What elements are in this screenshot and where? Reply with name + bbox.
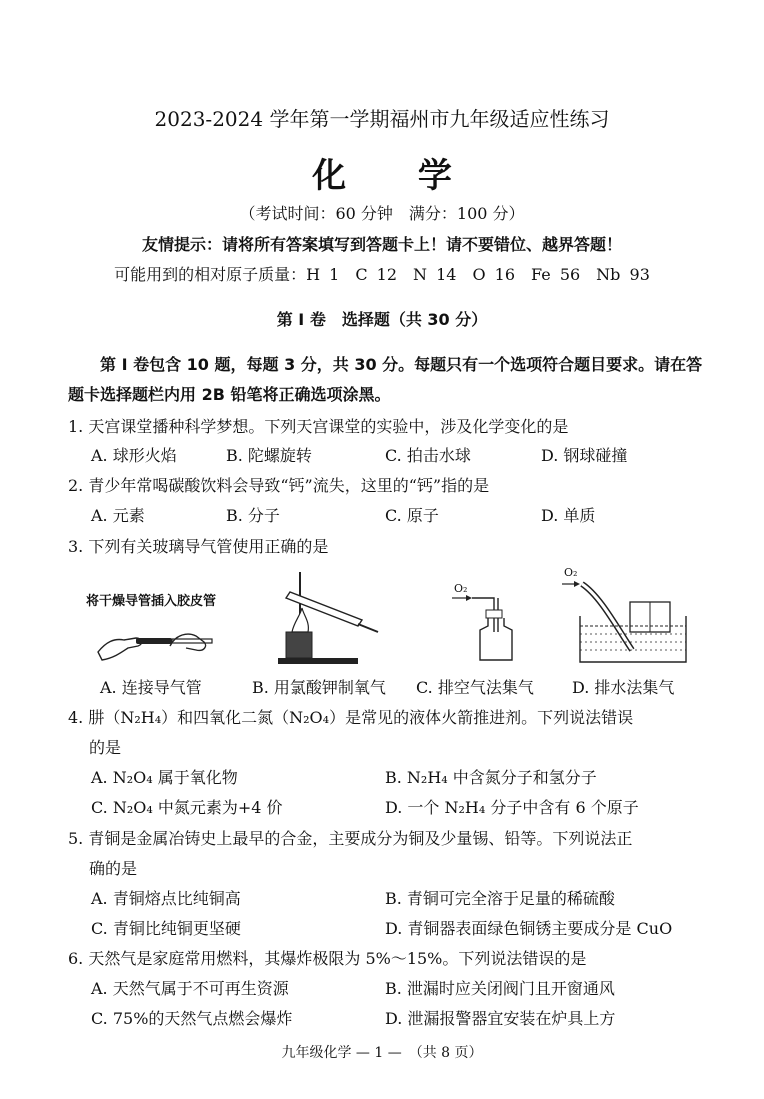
time-info: （考试时间：60 分钟 满分：100 分） [239, 204, 525, 223]
question-4-stem-line2: 的是 [89, 738, 122, 757]
q6-option-b: B. 泄漏时应关闭阀门且开窗通风 [385, 979, 615, 998]
q6-option-d: D. 泄漏报警器宜安装在炉具上方 [385, 1009, 616, 1028]
q6-option-a: A. 天然气属于不可再生资源 [91, 979, 289, 998]
subject-title: 化 学 [312, 156, 482, 196]
section-title: 第 Ⅰ 卷 选择题（共 30 分） [276, 310, 488, 329]
q3-option-d: D. 排水法集气 [572, 678, 675, 697]
q1-option-c: C. 拍击水球 [385, 446, 471, 465]
q3-option-a: A. 连接导气管 [100, 678, 202, 697]
question-2-stem: 2. 青少年常喝碳酸饮料会导致“钙”流失，这里的“钙”指的是 [68, 476, 490, 495]
q5-option-d: D. 青铜器表面绿色铜锈主要成分是 CuO [385, 919, 673, 938]
q4-option-b: B. N₂H₄ 中含氮分子和氢分子 [385, 768, 597, 787]
figure-c-o2-label: O₂ [454, 582, 468, 595]
q5-option-b: B. 青铜可完全溶于足量的稀硫酸 [385, 889, 615, 908]
q4-option-c: C. N₂O₄ 中氮元素为+4 价 [91, 798, 283, 817]
q1-option-d: D. 钢球碰撞 [541, 446, 628, 465]
q5-option-c: C. 青铜比纯铜更坚硬 [91, 919, 241, 938]
figure-b-heating-apparatus [258, 568, 388, 668]
question-5-stem-line2: 确的是 [89, 859, 138, 878]
question-6-stem: 6. 天然气是家庭常用燃料，其爆炸极限为 5%～15%。下列说法错误的是 [68, 949, 587, 968]
q3-option-b: B. 用氯酸钾制氧气 [252, 678, 386, 697]
figure-c-gas-bottle [450, 592, 530, 664]
page-footer: 九年级化学 — 1 — （共 8 页） [281, 1045, 483, 1061]
q2-option-a: A. 元素 [91, 506, 145, 525]
figure-a-hands-illustration [92, 612, 232, 664]
q1-option-b: B. 陀螺旋转 [226, 446, 312, 465]
question-5-stem-line1: 5. 青铜是金属冶铸史上最早的合金，主要成分为铜及少量锡、铅等。下列说法正 [68, 829, 633, 848]
q3-option-c: C. 排空气法集气 [416, 678, 534, 697]
q2-option-c: C. 原子 [385, 506, 439, 525]
figure-d-o2-label: O₂ [564, 566, 578, 579]
q4-option-d: D. 一个 N₂H₄ 分子中含有 6 个原子 [385, 798, 639, 817]
q5-option-a: A. 青铜熔点比纯铜高 [91, 889, 241, 908]
figure-a-caption: 将干燥导管插入胶皮管 [86, 594, 217, 609]
q6-option-c: C. 75%的天然气点燃会爆炸 [91, 1009, 293, 1028]
figure-d-water-trough [560, 576, 690, 666]
friendly-tip: 友情提示：请将所有答案填写到答题卡上！请不要错位、越界答题！ [141, 235, 622, 254]
q2-option-b: B. 分子 [226, 506, 280, 525]
atomic-mass-line: 可能用到的相对原子质量：H 1 C 12 N 14 O 16 Fe 56 Nb 93 [114, 265, 650, 284]
question-1-stem: 1. 天宫课堂播种科学梦想。下列天宫课堂的实验中，涉及化学变化的是 [68, 417, 569, 436]
question-4-stem-line1: 4. 肼（N₂H₄）和四氧化二氮（N₂O₄）是常见的液体火箭推进剂。下列说法错误 [68, 708, 634, 727]
section-instructions: 第 Ⅰ 卷包含 10 题，每题 3 分，共 30 分。每题只有一个选项符合题目要求。请在答题卡选择题栏内用 2B 铅笔将正确选项涂黑。 [68, 355, 703, 404]
q4-option-a: A. N₂O₄ 属于氧化物 [91, 768, 238, 787]
q1-option-a: A. 球形火焰 [91, 446, 177, 465]
q2-option-d: D. 单质 [541, 506, 596, 525]
question-3-stem: 3. 下列有关玻璃导气管使用正确的是 [68, 537, 329, 556]
exam-title: 2023-2024 学年第一学期福州市九年级适应性练习 [154, 107, 610, 131]
